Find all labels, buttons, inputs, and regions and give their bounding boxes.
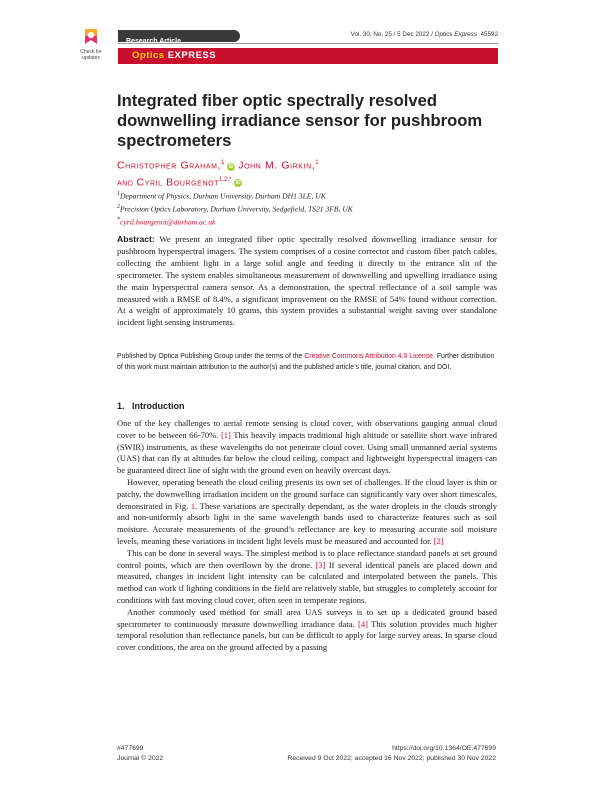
journal-logo: Optics EXPRESS xyxy=(132,50,217,61)
citation-link[interactable]: [3] xyxy=(315,559,326,570)
license-link[interactable]: Creative Commons Attribution 4.0 License xyxy=(304,353,434,360)
check-for-updates-label: Check for updates xyxy=(80,49,102,61)
affiliation: $^2$Precision Optics Laboratory, Durham University, Sedgefield, TS21 3FB, UK xyxy=(117,204,353,214)
orcid-icon[interactable]: iD xyxy=(228,163,234,170)
affiliations xyxy=(117,189,507,228)
article-type-badge: Research Article xyxy=(118,30,240,42)
body-text xyxy=(117,418,497,654)
corresponding-email[interactable]: *cyril.bourgenot@durham.ac.uk xyxy=(117,217,216,227)
footer-right xyxy=(280,744,496,763)
figure-link[interactable]: 1 xyxy=(190,500,196,511)
abstract-label: Abstract: xyxy=(117,234,155,244)
paragraph: This can be done in several ways. The simplest method is to place reflectance standard panels at set ground control points, which are then overflown by the drone. [3] If several identical panels are placed down and measured, changes in incident light intensity can be calculated and interpolated between the panels. This method can work if lighting conditions in the field are relatively stable, but struggles to completely account for conditions with fast moving cloud cover, often seen in temperate regions. xyxy=(117,547,497,605)
author-list: Christopher Graham,$^1$ iD John M. Girkin,$^1$ and Cyril Bourgenot$^{1,2,*}$ iD xyxy=(117,159,319,188)
paper-title: Integrated fiber optic spectrally resolved downwelling irradiance sensor for pushbroom spectrometers xyxy=(117,91,483,150)
author-name: John M. Girkin, xyxy=(238,159,316,172)
orcid-icon[interactable]: iD xyxy=(235,180,241,186)
article-id: #477699 xyxy=(117,745,144,752)
journal-name: Optics Express xyxy=(434,31,477,38)
author-name: Christopher Graham, xyxy=(117,159,222,172)
abstract xyxy=(117,234,497,329)
citation-line: Vol. 30, No. 25 / 5 Dec 2022 / Optics Express 45592 xyxy=(350,31,498,38)
journal-brand-bar xyxy=(118,48,498,64)
citation-link[interactable]: [4] xyxy=(357,618,368,629)
doi-link[interactable]: https://doi.org/10.1364/OE.477699 xyxy=(392,745,496,752)
crossmark-icon xyxy=(82,27,100,49)
page-number: 45592 xyxy=(480,31,498,38)
author-name: Cyril Bourgenot xyxy=(136,176,220,188)
citation-link[interactable]: [2] xyxy=(433,535,444,546)
affiliation: $^1$Department of Physics, Durham University, Durham DH1 3LE, UK xyxy=(117,191,326,201)
check-for-updates-badge[interactable] xyxy=(76,27,106,61)
copyright: Journal © 2022 xyxy=(117,754,164,762)
paragraph: One of the key challenges to aerial remote sensing is cloud cover, with observations gauging annual cloud cover to be between 66-70%. [1] This heavily impacts traditional high altitude or satellite short wave infrared (SWIR) instruments, as these wavelengths do not penetrate cloud cover. Using small unmanned aerial systems (UAS) that can fly at altitudes far below the cloud ceiling, compact and lightweight hyperspectral imagers can be guaranteed direct line of sight with the ground even on heavily overcast days. xyxy=(117,418,497,476)
citation-link[interactable]: [1] xyxy=(220,429,231,440)
running-header xyxy=(118,29,498,44)
paragraph: Another commonly used method for small area UAS surveys is to set up a dedicated ground based spectrometer to continuously measure downwelling irradiance data. [4] This solution provides much higher temporal resolution than reflectance panels, but can be difficult to apply for large survey areas. In sparse cloud cover conditions, the area on the ground affected by a passing xyxy=(117,606,497,653)
license-statement: Published by Optica Publishing Group under the terms of the Creative Commons Attribution 4.0 License. Further distribution of this work must maintain attribution to the author(s) and the published article’s title, journal citation, and DOI. xyxy=(117,353,495,371)
footer-left xyxy=(117,744,163,763)
paragraph: However, operating beneath the cloud ceiling presents its own set of challenges. If the cloud layer is thin or patchy, the downwelling irradiation incident on the ground surface can significantly vary over short timescales, demonstrated in Fig. 1. These variations are spectrally dependant, as the water droplets in the clouds strongly and non-uniformly absorb light in the same wavelength bands used to characterize features such as soil moisture. Accurate measurements of the ground’s reflectance are key to measuring accurate soil moisture levels, meaning these variations in incident light levels must be measured and accounted for. [2] xyxy=(117,476,497,546)
section-heading: 1. Introduction xyxy=(117,401,185,411)
abstract-text: We present an integrated fiber optic spectrally resolved downwelling irradiance sensor for pushbroom hyperspectral imagers. The system comprises of a cosine corrector and custom fiber patch cables, collecting the ambient light in a large solid angle and feeding it directly to the entrance slit of the spectrometer. The system enables simultaneous measurement of downwelling and upwelling irradiance using the main hyperspectral camera sensor. As a demonstration, the spectral reflectance of a soil sample was measured with a RMSE of 8.4%, a significant improvement on the RMSE of 54% found without correction. At a weight of approximately 10 grams, this system provides a substantial weight saving over standalone incident light sensing instruments. xyxy=(117,234,497,328)
publication-dates: Received 9 Oct 2022; accepted 16 Nov 2022; published 30 Nov 2022 xyxy=(287,754,496,762)
